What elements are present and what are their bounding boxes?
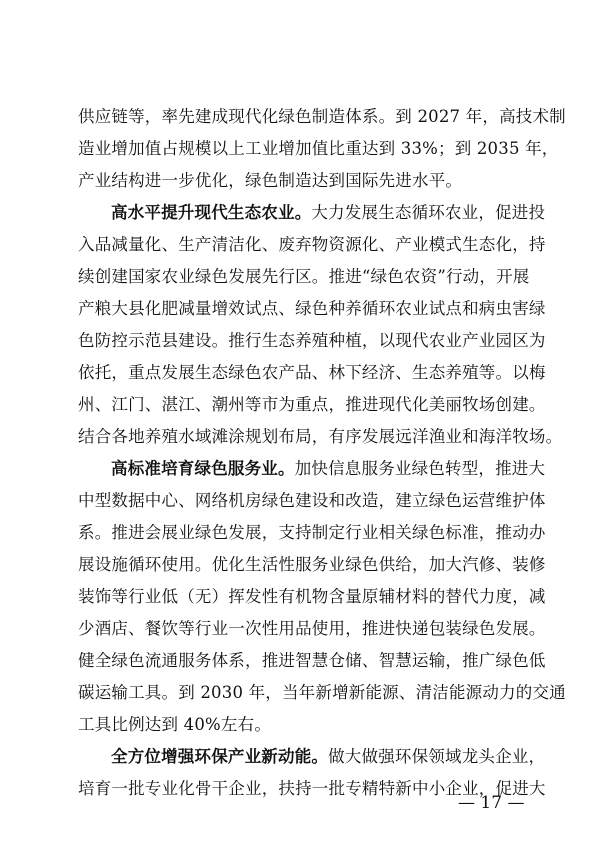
text-line: 依托，重点发展生态绿色农产品、林下经济、生态养殖等。以梅: [78, 363, 546, 382]
text-line: 系。推进会展业绿色发展，支持制定行业相关绿色标准，推动办: [78, 523, 546, 542]
text-line: 产业结构进一步优化，绿色制造达到国际先进水平。: [78, 171, 463, 190]
text-line: 碳运输工具。到 2030 年，当年新增新能源、清洁能源动力的交通: [78, 683, 566, 702]
text-line: 供应链等，率先建成现代化绿色制造体系。到 2027 年，高技术制: [78, 107, 566, 126]
paragraph-heading: 高水平提升现代生态农业。: [111, 203, 312, 222]
text-line: 装饰等行业低（无）挥发性有机物含量原辅材料的替代力度，减: [78, 587, 546, 606]
paragraph-heading: 高标准培育绿色服务业。: [111, 459, 295, 478]
text-line: 造业增加值占规模以上工业增加值比重达到 33%；到 2035 年，: [78, 139, 559, 158]
paragraph-first-line: [111, 459, 546, 479]
text-line: 续创建国家农业绿色发展先行区。推进“绿色农资”行动，开展: [78, 267, 530, 286]
text-line: 健全绿色流通服务体系，推进智慧仓储、智慧运输，推广绿色低: [78, 651, 546, 670]
paragraph-first-line: [111, 747, 546, 767]
paragraph-text: 做大做强环保领域龙头企业，: [328, 747, 546, 766]
text-line: 中型数据中心、网络机房绿色建设和改造，建立绿色运营维护体: [78, 491, 546, 510]
paragraph-text: 大力发展生态循环农业，促进投: [311, 203, 546, 222]
text-line: 入品减量化、生产清洁化、废弃物资源化、产业模式生态化，持: [78, 235, 546, 254]
paragraph-first-line: [111, 203, 546, 223]
text-line: 产粮大县化肥减量增效试点、绿色种养循环农业试点和病虫害绿: [78, 299, 546, 318]
page-number: — 17 —: [458, 793, 525, 813]
paragraph-text: 加快信息服务业绿色转型，推进大: [294, 459, 546, 478]
paragraph-heading: 全方位增强环保产业新动能。: [111, 747, 329, 766]
text-line: 工具比例达到 40%左右。: [78, 715, 272, 734]
text-line: 展设施循环使用。优化生活性服务业绿色供给，加大汽修、装修: [78, 555, 546, 574]
text-line: 色防控示范县建设。推行生态养殖种植，以现代农业产业园区为: [78, 331, 546, 350]
text-line: 州、江门、湛江、潮州等市为重点，推进现代化美丽牧场创建。: [78, 395, 546, 414]
text-line: 结合各地养殖水域滩涂规划布局，有序发展远洋渔业和海洋牧场。: [78, 427, 563, 446]
text-line: 少酒店、餐饮等行业一次性用品使用，推进快递包装绿色发展。: [78, 619, 546, 638]
text-line: 培育一批专业化骨干企业，扶持一批专精特新中小企业，促进大: [78, 779, 546, 798]
